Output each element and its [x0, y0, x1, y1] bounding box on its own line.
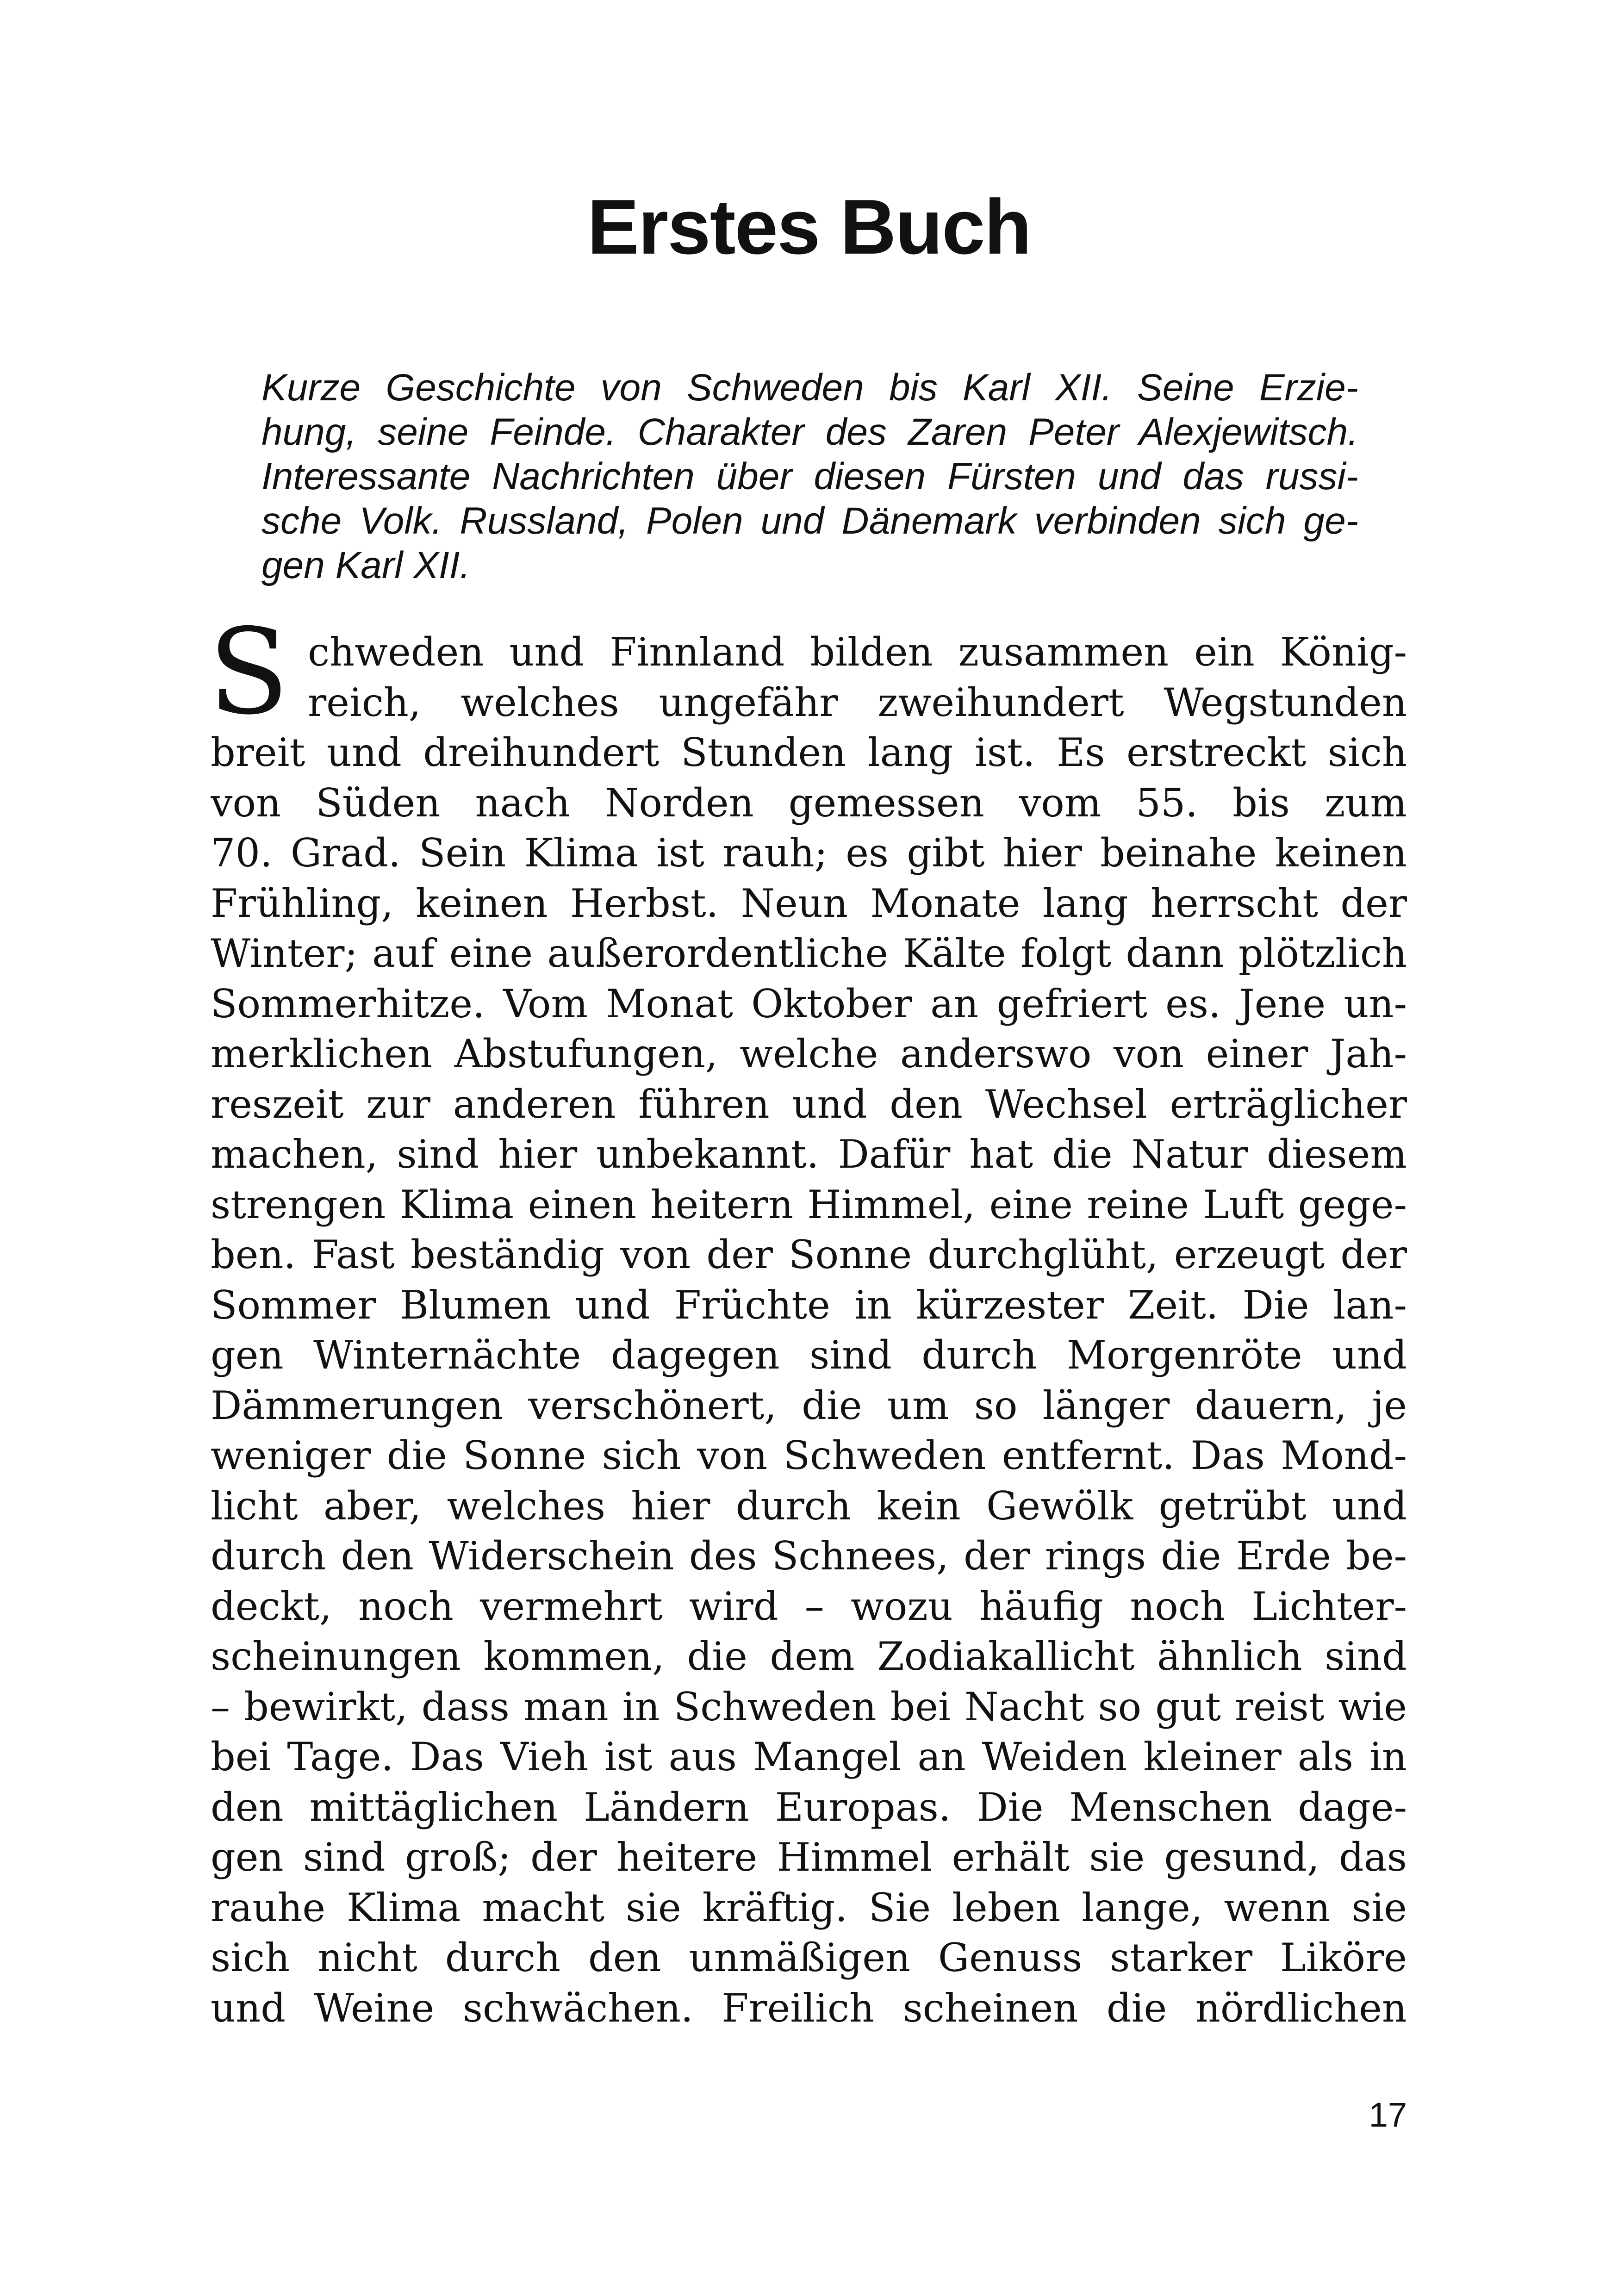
- body-line: gen Winternächte dagegen sind durch Morgenröte und: [211, 1332, 1407, 1378]
- body-line: chweden und Finnland bilden zusammen ein König-: [308, 629, 1407, 675]
- page-number: 17: [1369, 2096, 1407, 2134]
- body-paragraph: [211, 627, 1407, 2033]
- summary-line: gen Karl XII.: [261, 544, 471, 586]
- body-line: licht aber, welches hier durch kein Gewölk getrübt und: [211, 1483, 1407, 1529]
- body-line: rauhe Klima macht sie kräftig. Sie leben lange, wenn sie: [211, 1885, 1407, 1930]
- body-line: bei Tage. Das Vieh ist aus Mangel an Weiden kleiner als in: [211, 1734, 1407, 1780]
- body-line: breit und dreihundert Stunden lang ist. Es erstreckt sich: [211, 730, 1407, 775]
- chapter-title: Erstes Buch: [587, 183, 1031, 270]
- body-line: reich, welches ungefähr zweihundert Wegstunden: [308, 679, 1407, 725]
- body-line: Winter; auf eine außerordentliche Kälte folgt dann plötzlich: [211, 931, 1407, 976]
- body-line: und Weine schwächen. Freilich scheinen die nördlichen: [211, 1985, 1407, 2031]
- summary-line: hung, seine Feinde. Charakter des Zaren Peter Alexjewitsch.: [261, 411, 1358, 453]
- body-line: Sommerhitze. Vom Monat Oktober an gefriert es. Jene un-: [211, 981, 1407, 1027]
- body-line: von Süden nach Norden gemessen vom 55. bis zum: [211, 780, 1407, 826]
- body-line: deckt, noch vermehrt wird – wozu häufig noch Lichter-: [211, 1583, 1407, 1629]
- body-line: sich nicht durch den unmäßigen Genuss starker Liköre: [211, 1935, 1407, 1980]
- body-line: reszeit zur anderen führen und den Wechsel erträglicher: [211, 1081, 1407, 1127]
- body-line: merklichen Abstufungen, welche anderswo von einer Jah-: [211, 1031, 1407, 1076]
- body-line: gen sind groß; der heitere Himmel erhält sie gesund, das: [211, 1835, 1407, 1880]
- body-line: strengen Klima einen heitern Himmel, eine reine Luft gege-: [211, 1182, 1407, 1227]
- body-line: machen, sind hier unbekannt. Dafür hat die Natur diesem: [211, 1132, 1407, 1177]
- body-line: – bewirkt, dass man in Schweden bei Nacht so gut reist wie: [211, 1684, 1407, 1730]
- chapter-summary: [261, 366, 1358, 588]
- body-line: Sommer Blumen und Früchte in kürzester Zeit. Die lan-: [211, 1282, 1407, 1328]
- body-line: Frühling, keinen Herbst. Neun Monate lang herrscht der: [211, 880, 1407, 926]
- body-line: weniger die Sonne sich von Schweden entfernt. Das Mond-: [211, 1433, 1407, 1478]
- summary-line: Kurze Geschichte von Schweden bis Karl XII. Seine Erzie-: [261, 367, 1358, 409]
- body-line: Dämmerungen verschönert, die um so länger dauern, je: [211, 1382, 1407, 1428]
- body-line: den mittäglichen Ländern Europas. Die Menschen dage-: [211, 1784, 1407, 1830]
- drop-cap: S: [208, 604, 289, 741]
- body-line: 70. Grad. Sein Klima ist rauh; es gibt hier beinahe keinen: [211, 830, 1407, 876]
- body-line: ben. Fast beständig von der Sonne durchglüht, erzeugt der: [211, 1232, 1407, 1277]
- summary-line: Interessante Nachrichten über diesen Fürsten und das russi-: [261, 455, 1358, 498]
- body-line: durch den Widerschein des Schnees, der rings die Erde be-: [211, 1533, 1407, 1579]
- summary-line: sche Volk. Russland, Polen und Dänemark verbinden sich ge-: [261, 500, 1358, 542]
- body-line: scheinungen kommen, die dem Zodiakallicht ähnlich sind: [211, 1634, 1407, 1679]
